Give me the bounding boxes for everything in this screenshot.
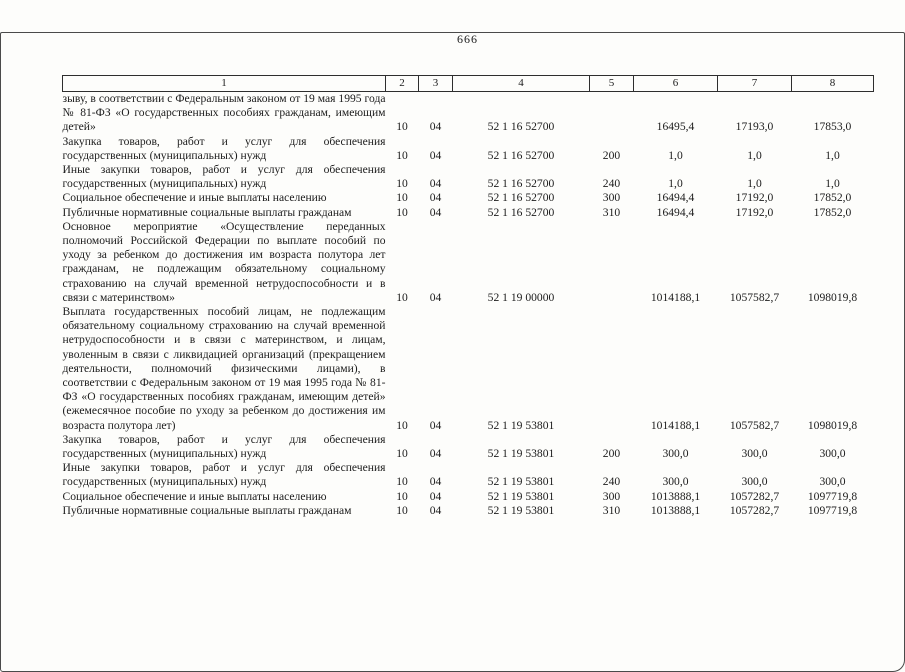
vr-code-cell: 300 xyxy=(602,489,621,503)
csr-code-cell: 52 1 16 52700 xyxy=(487,191,555,205)
table-row xyxy=(63,305,874,433)
amount-year3-cell: 17852,0 xyxy=(813,205,852,219)
amount-year2-cell: 1057282,7 xyxy=(729,503,780,517)
amount-year2-cell: 1057582,7 xyxy=(729,418,780,432)
vr-code-cell: 310 xyxy=(602,205,621,219)
table-row xyxy=(63,461,874,489)
vr-code-cell xyxy=(590,220,634,305)
podrazdel-cell: 04 xyxy=(429,177,442,191)
amount-year3-cell: 300,0 xyxy=(819,475,846,489)
amount-year2-cell: 17192,0 xyxy=(735,205,774,219)
amount-year3-cell: 1098019,8 xyxy=(807,290,858,304)
razdel-cell: 10 xyxy=(396,148,408,162)
razdel-cell: 10 xyxy=(396,290,408,304)
amount-year1-cell: 16494,4 xyxy=(656,205,695,219)
table-row xyxy=(63,92,874,135)
amount-year3-cell: 1098019,8 xyxy=(807,418,858,432)
table-row xyxy=(63,163,874,191)
podrazdel-cell: 04 xyxy=(429,148,442,162)
podrazdel-cell: 04 xyxy=(429,475,442,489)
podrazdel-cell: 04 xyxy=(429,418,442,432)
column-header-3: 3 xyxy=(419,76,453,92)
amount-year2-cell: 17193,0 xyxy=(735,120,774,134)
csr-code-cell: 52 1 16 52700 xyxy=(487,148,555,162)
razdel-cell: 10 xyxy=(396,191,408,205)
amount-year2-cell: 17192,0 xyxy=(735,191,774,205)
vr-code-cell: 300 xyxy=(602,191,621,205)
table-row xyxy=(63,206,874,220)
podrazdel-cell: 04 xyxy=(429,290,442,304)
csr-code-cell: 52 1 19 53801 xyxy=(487,503,555,517)
podrazdel-cell: 04 xyxy=(429,191,442,205)
column-header-8: 8 xyxy=(792,76,874,92)
column-header-1: 1 xyxy=(63,76,386,92)
amount-year1-cell: 1014188,1 xyxy=(650,290,701,304)
row-title-cell: Иные закупки товаров, работ и услуг для обеспечения государственных (муниципальных) нужд xyxy=(62,461,386,489)
table-row xyxy=(63,490,874,504)
podrazdel-cell: 04 xyxy=(429,489,442,503)
razdel-cell: 10 xyxy=(396,120,408,134)
csr-code-cell: 52 1 16 52700 xyxy=(487,120,555,134)
amount-year1-cell: 300,0 xyxy=(662,447,689,461)
row-title-cell: Публичные нормативные социальные выплаты гражданам xyxy=(62,205,352,219)
podrazdel-cell: 04 xyxy=(429,503,442,517)
razdel-cell: 10 xyxy=(396,475,408,489)
row-title-cell: Закупка товаров, работ и услуг для обеспечения государственных (муниципальных) нужд xyxy=(62,134,386,162)
amount-year3-cell: 1097719,8 xyxy=(807,503,858,517)
podrazdel-cell: 04 xyxy=(429,447,442,461)
csr-code-cell: 52 1 19 00000 xyxy=(487,290,555,304)
amount-year2-cell: 300,0 xyxy=(741,475,768,489)
amount-year1-cell: 300,0 xyxy=(662,475,689,489)
vr-code-cell: 240 xyxy=(602,475,621,489)
table-row xyxy=(63,504,874,518)
amount-year2-cell: 1,0 xyxy=(747,177,762,191)
vr-code-cell: 200 xyxy=(602,148,621,162)
amount-year3-cell: 1,0 xyxy=(825,148,840,162)
row-title-cell: Социальное обеспечение и иные выплаты населению xyxy=(62,191,327,205)
table-row xyxy=(63,220,874,305)
amount-year3-cell: 17852,0 xyxy=(813,191,852,205)
row-title-cell: зыву, в соответствии с Федеральным законом от 19 мая 1995 года № 81-ФЗ «О государственных пособиях гражданам, имеющим детей» xyxy=(62,92,386,134)
row-title-cell: Публичные нормативные социальные выплаты гражданам xyxy=(62,503,352,517)
razdel-cell: 10 xyxy=(396,205,408,219)
page-number: 666 xyxy=(457,32,478,46)
amount-year3-cell: 1097719,8 xyxy=(807,489,858,503)
csr-code-cell: 52 1 19 53801 xyxy=(487,418,555,432)
razdel-cell: 10 xyxy=(396,489,408,503)
row-title-cell: Социальное обеспечение и иные выплаты населению xyxy=(62,489,327,503)
amount-year1-cell: 1013888,1 xyxy=(650,489,701,503)
razdel-cell: 10 xyxy=(396,177,408,191)
amount-year1-cell: 16495,4 xyxy=(656,120,695,134)
podrazdel-cell: 04 xyxy=(429,205,442,219)
csr-code-cell: 52 1 16 52700 xyxy=(487,177,555,191)
vr-code-cell xyxy=(590,305,634,433)
razdel-cell: 10 xyxy=(396,503,408,517)
amount-year3-cell: 1,0 xyxy=(825,177,840,191)
column-header-4: 4 xyxy=(453,76,590,92)
row-title-cell: Иные закупки товаров, работ и услуг для обеспечения государственных (муниципальных) нужд xyxy=(62,163,386,191)
razdel-cell: 10 xyxy=(396,418,408,432)
column-header-5: 5 xyxy=(590,76,634,92)
vr-code-cell: 200 xyxy=(602,447,621,461)
column-header-7: 7 xyxy=(718,76,792,92)
amount-year1-cell: 1,0 xyxy=(668,148,683,162)
amount-year2-cell: 1057282,7 xyxy=(729,489,780,503)
csr-code-cell: 52 1 19 53801 xyxy=(487,475,555,489)
column-header-2: 2 xyxy=(386,76,419,92)
row-title-cell: Основное мероприятие «Осуществление переданных полномочий Российской Федерации по выплате пособий по уходу за ребенком до достижения им возраста полутора лет гражданам, не подлежащим обязательному социальному страхованию на случай временной нетрудоспособности и в связи с материнством» xyxy=(62,219,386,304)
budget-allocations-table xyxy=(62,75,874,518)
amount-year2-cell: 1057582,7 xyxy=(729,290,780,304)
row-title-cell: Выплата государственных пособий лицам, не подлежащим обязательному социальному страхованию на случай временной нетрудоспособности и в связи с материнством, и лицам, уволенным в связи с ликвидацией организаций (прекращением деятельности, полномочий физическими лицами), в соответствии с Федеральным законом от 19 мая 1995 года № 81-ФЗ «О государственных пособиях гражданам, имеющим детей» (ежемесячное пособие по уходу за ребенком до достижения им возраста полутора лет) xyxy=(62,305,386,432)
column-header-6: 6 xyxy=(634,76,718,92)
podrazdel-cell: 04 xyxy=(429,120,442,134)
csr-code-cell: 52 1 19 53801 xyxy=(487,489,555,503)
amount-year2-cell: 300,0 xyxy=(741,447,768,461)
razdel-cell: 10 xyxy=(396,447,408,461)
amount-year1-cell: 1013888,1 xyxy=(650,503,701,517)
amount-year1-cell: 1,0 xyxy=(668,177,683,191)
csr-code-cell: 52 1 16 52700 xyxy=(487,205,555,219)
amount-year1-cell: 16494,4 xyxy=(656,191,695,205)
csr-code-cell: 52 1 19 53801 xyxy=(487,447,555,461)
table-row xyxy=(63,433,874,461)
vr-code-cell: 240 xyxy=(602,177,621,191)
vr-code-cell xyxy=(590,92,634,135)
scanned-document-page xyxy=(0,32,905,672)
table-header-row xyxy=(63,76,874,92)
amount-year3-cell: 300,0 xyxy=(819,447,846,461)
row-title-cell: Закупка товаров, работ и услуг для обеспечения государственных (муниципальных) нужд xyxy=(62,432,386,461)
vr-code-cell: 310 xyxy=(602,503,621,517)
table-row xyxy=(63,135,874,163)
amount-year3-cell: 17853,0 xyxy=(813,120,852,134)
amount-year2-cell: 1,0 xyxy=(747,148,762,162)
table-row xyxy=(63,191,874,205)
amount-year1-cell: 1014188,1 xyxy=(650,418,701,432)
